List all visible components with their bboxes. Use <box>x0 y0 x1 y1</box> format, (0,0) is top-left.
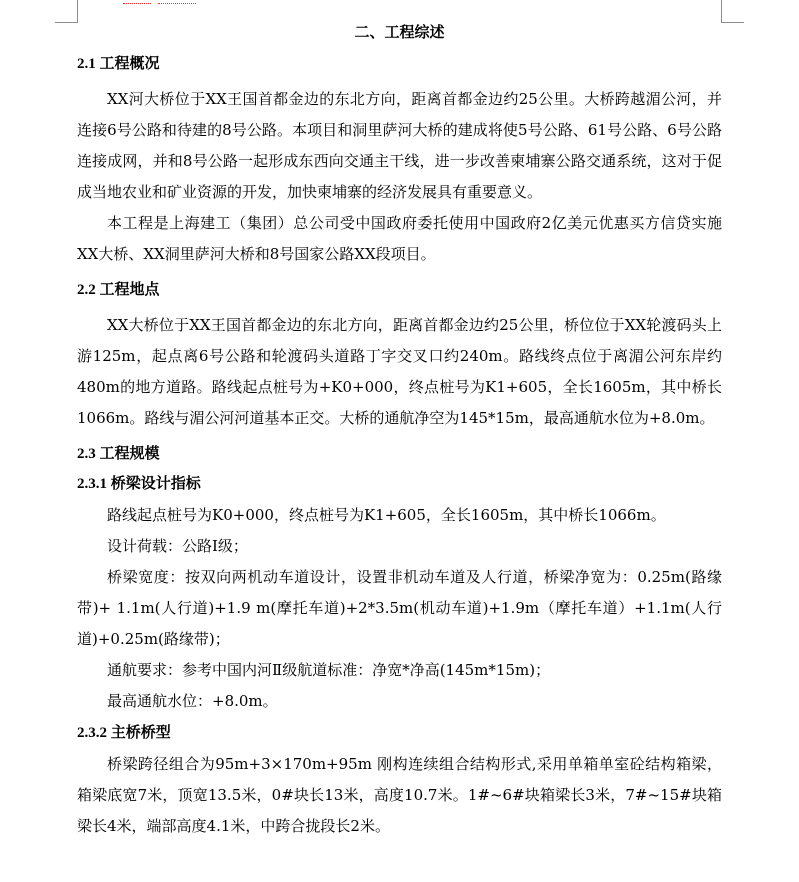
paragraph: 桥梁跨径组合为95m+3×170m+95m 刚构连续组合结构形式,采用单箱单室砼结构箱梁，箱梁底宽7米，顶宽13.5米，0#块长13米，高度10.7米。1#~6#块箱梁长3米，7#~15#块箱梁长4米，端部高度4.1米，中跨合拢段长2米。 <box>77 755 722 835</box>
spec-line: 桥梁宽度：按双向两机动车道设计，设置非机动车道及人行道，桥梁净宽为：0.25m(路缘带)+ 1.1m(人行道)+1.9 m(摩托车道)+2*3.5m(机动车道)+1.9m（摩托车道）+1.1m(人行道)+0.25m(路缘带)； <box>77 568 722 648</box>
section-heading-2-3: 2.3 工程规模 <box>77 446 160 462</box>
spec-line: 设计荷载：公路Ⅰ级； <box>107 537 248 555</box>
spellcheck-underline <box>158 0 196 4</box>
document-title: 二、工程综述 <box>354 23 445 41</box>
spellcheck-underline <box>123 0 151 4</box>
section-heading-2-3-1: 2.3.1 桥梁设计指标 <box>77 476 201 492</box>
page-corner-mark-left-horizontal <box>55 22 78 23</box>
spec-line: 最高通航水位：+8.0m。 <box>107 692 278 710</box>
spec-line: 路线起点桩号为K0+000，终点桩号为K1+605，全长1605m，其中桥长1066m。 <box>107 506 666 524</box>
page-corner-mark-right-horizontal <box>721 22 744 23</box>
paragraph: XX大桥位于XX王国首都金边的东北方向，距离首都金边约25公里，桥位位于XX轮渡码头上游125m，起点离6号公路和轮渡码头道路丁字交叉口约240m。路线终点位于离湄公河东岸约480m的地方道路。路线起点桩号为+K0+000，终点桩号为K1+605，全长1605m，其中桥长1066m。路线与湄公河河道基本正交。大桥的通航净空为145*15m，最高通航水位为+8.0m。 <box>77 316 722 427</box>
spec-line: 通航要求：参考中国内河Ⅱ级航道标准：净宽*净高(145m*15m)； <box>107 661 551 679</box>
document-body <box>77 14 722 842</box>
paragraph: 本工程是上海建工（集团）总公司受中国政府委托使用中国政府2亿美元优惠买方信贷实施XX大桥、XX洞里萨河大桥和8号国家公路XX段项目。 <box>77 214 722 263</box>
section-heading-2-3-2: 2.3.2 主桥桥型 <box>77 725 171 741</box>
section-heading-2-2: 2.2 工程地点 <box>77 282 160 298</box>
paragraph: XX河大桥位于XX王国首都金边的东北方向，距离首都金边约25公里。大桥跨越湄公河，并连接6号公路和待建的8号公路。本项目和洞里萨河大桥的建成将使5号公路、61号公路、6号公路连接成网，并和8号公路一起形成东西向交通主干线，进一步改善柬埔寨公路交通系统，这对于促成当地农业和矿业资源的开发，加快柬埔寨的经济发展具有重要意义。 <box>77 90 722 201</box>
section-heading-2-1: 2.1 工程概况 <box>77 56 160 72</box>
